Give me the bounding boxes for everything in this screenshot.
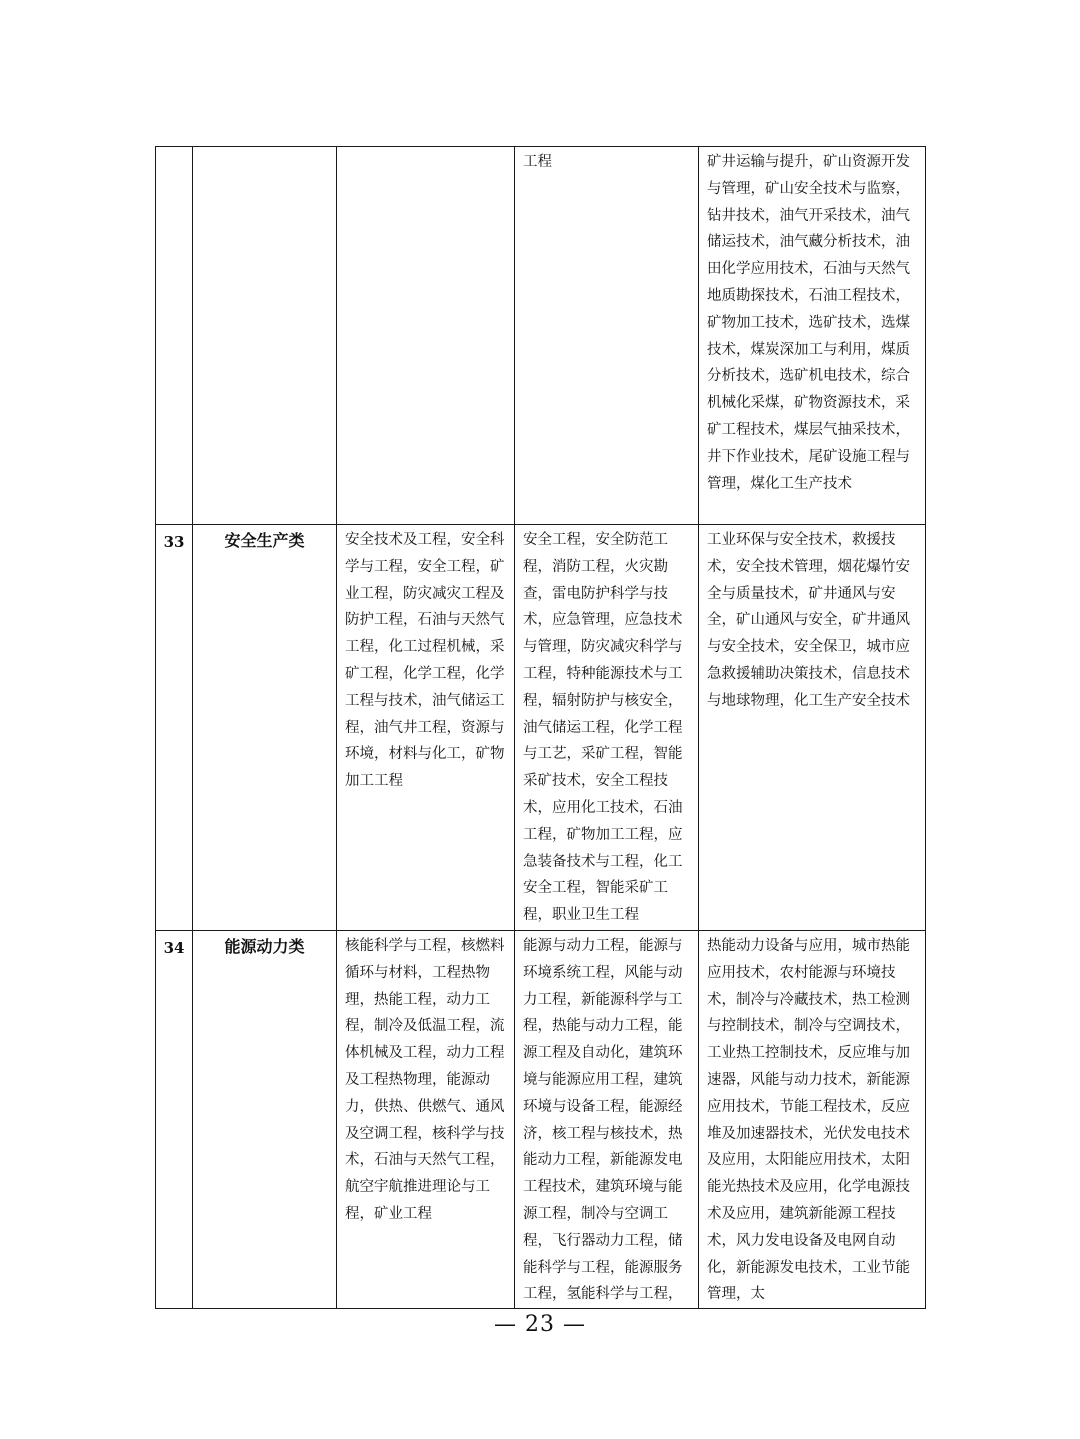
vocational-bachelor-majors: 工程 [515,147,699,525]
undergraduate-majors: 核能科学与工程，核燃料循环与材料，工程热物理，热能工程，动力工程，制冷及低温工程，流体机械及工程，动力工程及工程热物理，能源动力，供热、供燃气、通风及空调工程，核科学与技术，石油与天然气工程，航空宇航推进理论与工程，矿业工程 [337,931,515,1309]
table-row [156,931,926,1309]
undergraduate-majors [337,147,515,525]
category-name: 能源动力类 [193,931,337,1309]
vocational-majors: 热能动力设备与应用，城市热能应用技术，农村能源与环境技术，制冷与冷藏技术，热工检测与控制技术，制冷与空调技术，工业热工控制技术，反应堆与加速器，风能与动力技术，新能源应用技术，节能工程技术，反应堆及加速器技术，光伏发电技术及应用，太阳能应用技术，太阳能光热技术及应用，化学电源技术及应用，建筑新能源工程技术，风力发电设备及电网自动化，新能源发电技术，工业节能管理，太 [699,931,926,1309]
vocational-majors: 矿井运输与提升，矿山资源开发与管理，矿山安全技术与监察，钻井技术，油气开采技术，油气储运技术，油气藏分析技术，油田化学应用技术，石油与天然气地质勘探技术，石油工程技术，矿物加工技术，选矿技术，选煤技术，煤炭深加工与利用，煤质分析技术，选矿机电技术，综合机械化采煤，矿物资源技术，采矿工程技术，煤层气抽采技术，井下作业技术，尾矿设施工程与管理，煤化工生产技术 [699,147,926,525]
table-row [156,525,926,931]
vocational-bachelor-majors: 安全工程，安全防范工程，消防工程，火灾勘查，雷电防护科学与技术，应急管理，应急技术与管理，防灾减灾科学与工程，特种能源技术与工程，辐射防护与核安全，油气储运工程，化学工程与工艺，采矿工程，智能采矿技术，安全工程技术，应用化工技术，石油工程，矿物加工工程，应急装备技术与工程，化工安全工程，智能采矿工程，职业卫生工程 [515,525,699,931]
row-number: 33 [156,525,193,931]
page-number: — 23 — [494,1312,586,1337]
vocational-bachelor-majors: 能源与动力工程，能源与环境系统工程，风能与动力工程，新能源科学与工程，热能与动力工程，能源工程及自动化，建筑环境与能源应用工程，建筑环境与设备工程，能源经济，核工程与核技术，热能动力工程，新能源发电工程技术，建筑环境与能源工程，制冷与空调工程，飞行器动力工程，储能科学与工程，能源服务工程，氢能科学与工程， [515,931,699,1309]
row-number [156,147,193,525]
vocational-majors: 工业环保与安全技术，救援技术，安全技术管理，烟花爆竹安全与质量技术，矿井通风与安全，矿山通风与安全，矿井通风与安全技术，安全保卫，城市应急救援辅助决策技术，信息技术与地球物理，化工生产安全技术 [699,525,926,931]
undergraduate-majors: 安全技术及工程，安全科学与工程，安全工程，矿业工程，防灾减灾工程及防护工程，石油与天然气工程，化工过程机械，采矿工程，化学工程，化学工程与技术，油气储运工程，油气井工程，资源与环境，材料与化工，矿物加工工程 [337,525,515,931]
category-name [193,147,337,525]
row-number: 34 [156,931,193,1309]
major-catalog-table [155,146,926,1309]
category-name: 安全生产类 [193,525,337,931]
table-row [156,147,926,525]
